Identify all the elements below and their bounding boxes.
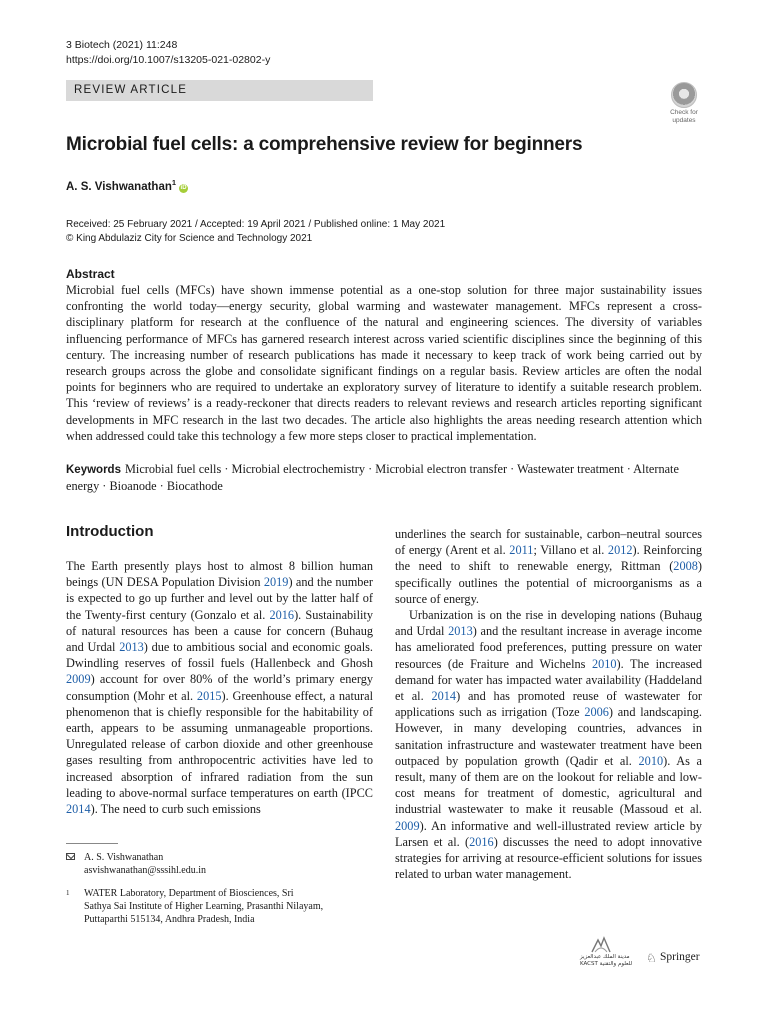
- contact-email[interactable]: asvishwanathan@sssihl.edu.in: [84, 865, 206, 876]
- footnote-divider: [66, 843, 118, 844]
- kacst-line-1: مدينة الملك عبدالعزيز: [580, 954, 630, 960]
- journal-issue: 3 Biotech (2021) 11:248: [66, 39, 178, 51]
- springer-name: Springer: [660, 951, 700, 963]
- affiliation-line-2: Sathya Sai Institute of Higher Learning, Prasanthi Nilayam,: [84, 901, 324, 912]
- author-name[interactable]: A. S. Vishwanathan: [66, 180, 172, 193]
- kacst-line-2: KACST للعلوم والتقنية: [580, 961, 633, 967]
- author-affiliation-marker: 1: [171, 178, 177, 187]
- citation-link[interactable]: 2016: [469, 834, 494, 849]
- introduction-heading: Introduction: [66, 523, 154, 540]
- citation-link[interactable]: 2010: [638, 753, 664, 768]
- introduction-right-column: [395, 526, 702, 882]
- envelope-icon: [66, 851, 75, 864]
- doi-link[interactable]: https://doi.org/10.1007/s13205-021-02802-y: [66, 54, 271, 66]
- intro-paragraph-2: Urbanization is on the rise in developing nations (Buhaug and Urdal 2013) and the resultant increase in average income has ameliorated food preferences, putting pressure on water resources (de Fraiture and Wichelns 2010). The increased demand for water has impacted water availability (Haddeland et al. 2014) and has promoted reuse of wastewater for applications such as irrigation (Toze 2006) and landscaping. However, in many developing countries, advances in sanitation infrastructure and wastewater treatment have been outpaced by population growth (Qadir et al. 2010). As a result, many of them are on the lookout for reliable and low-cost means for treatment of domestic, agricultural and industrial wastewater to make it reusable (Massoud et al. 2009). An informative and well-illustrated review article by Larsen et al. (2016) discusses the need to adopt innovative strategies for arriving at resource-efficient solutions for issues related to urban water management.: [395, 608, 703, 882]
- publisher-logos: [580, 934, 704, 970]
- citation-link[interactable]: 2015: [196, 688, 222, 703]
- citation-link[interactable]: 2019: [263, 575, 289, 590]
- dates-line: Received: 25 February 2021 / Accepted: 19 April 2021 / Published online: 1 May 2021: [66, 219, 446, 230]
- citation-link[interactable]: 2009: [395, 818, 420, 833]
- author-line: [66, 178, 188, 193]
- intro-paragraph-1-continued: underlines the search for sustainable, carbon–neutral sources of energy (Arent et al. 2011; Villano et al. 2012). Reinforcing the need to shift to renewable energy, Rittman (2008) specifically outlines the potential of microorganisms as a source of energy.: [395, 527, 702, 606]
- abstract-text: Microbial fuel cells (MFCs) have shown immense potential as a one-stop solution for three major sustainability issues confronting the world today—energy security, global warming and wastewater management. MFCs represent a cross-disciplinary platform for research at the confluence of the natural and engineering sciences. The diversity of variables influencing performance of MFCs has garnered research interest across varied scientific disciplines since the beginning of this century. The increasing number of research publications has made it necessary to keep track of work being carried out by research groups across the globe and consolidate significant findings on a regular basis. Review articles are often the nodal points for beginners who are required to undertake an exploratory survey of literature to identify a suitable research problem. This ‘review of reviews’ is a ready-reckoner that directs readers to relevant reviews and research articles reporting significant developments in MFC research in the last two decades. The article also highlights the areas needing research attention which when addressed could take this technology a few more steps closer to practical implementation.: [66, 283, 702, 443]
- check-updates-line-2: updates: [672, 117, 696, 124]
- affiliation-note: [66, 887, 366, 926]
- affiliation-line-3: Puttaparthi 515134, Andhra Pradesh, India: [84, 914, 255, 925]
- contact-name: A. S. Vishwanathan: [84, 852, 164, 863]
- kacst-logo-icon: [586, 934, 616, 956]
- check-updates-icon: [671, 82, 697, 108]
- kacst-text: [580, 954, 632, 968]
- copyright-line: © King Abdulaziz City for Science and Technology 2021: [66, 233, 313, 244]
- citation-link[interactable]: 2009: [66, 672, 91, 687]
- citation-link[interactable]: 2016: [269, 607, 295, 622]
- intro-paragraph-1: The Earth presently plays host to almost 8 billion human beings (UN DESA Population Division 2019) and the number is expected to go up further and level out by the latter half of the Twenty-first century (Gonzalo et al. 2016). Sustainability of natural resources has been a cause for concern (Buhaug and Urdal 2013) due to ambitious social and economic goals. Dwindling reserves of fossil fuels (Hallenbeck and Ghosh 2009) account for over 80% of the world’s primary energy consumption (Mohr et al. 2015). Greenhouse effect, a natural phenomenon that is chiefly responsible for the habitability of earth, appears to be assuming unmanageable proportions. Unregulated release of carbon dioxide and other greenhouse gases resulting from anthropocentric activities have led to increased absorption of infrared radiation from the sun leading to above-normal surface temperatures on earth (IPCC 2014). The need to curb such emissions: [66, 559, 373, 817]
- publication-dates: [66, 218, 445, 246]
- citation-link[interactable]: 2014: [66, 802, 91, 817]
- citation-link[interactable]: 2013: [448, 624, 473, 639]
- affiliation-line-1: WATER Laboratory, Department of Biosciences, Sri: [84, 888, 294, 899]
- article-title: Microbial fuel cells: a comprehensive review for beginners: [66, 134, 583, 155]
- citation-link[interactable]: 2014: [431, 689, 457, 704]
- keywords: [66, 461, 702, 494]
- citation-link[interactable]: 2011: [509, 543, 534, 558]
- affiliation-number: 1: [66, 889, 70, 897]
- keywords-heading: Keywords: [66, 464, 121, 476]
- keywords-text: Microbial fuel cells · Microbial electrochemistry · Microbial electron transfer · Wastewater treatment · Alternate energy · Bioanode · Biocathode: [66, 462, 679, 494]
- corresponding-author-note: [66, 851, 366, 877]
- citation-link[interactable]: 2010: [591, 656, 617, 671]
- article-type-bar: REVIEW ARTICLE: [66, 80, 373, 101]
- introduction-left-column: [66, 558, 373, 817]
- orcid-icon[interactable]: iD: [180, 184, 187, 191]
- citation-link[interactable]: 2012: [607, 543, 633, 558]
- check-for-updates-badge[interactable]: [665, 82, 703, 124]
- citation-link[interactable]: 2013: [119, 640, 144, 655]
- springer-horse-icon: ♘: [646, 951, 657, 965]
- citation-link[interactable]: 2006: [584, 705, 609, 720]
- abstract-heading: Abstract: [66, 267, 115, 281]
- citation-link[interactable]: 2008: [673, 559, 698, 574]
- check-updates-line-1: Check for: [670, 109, 698, 116]
